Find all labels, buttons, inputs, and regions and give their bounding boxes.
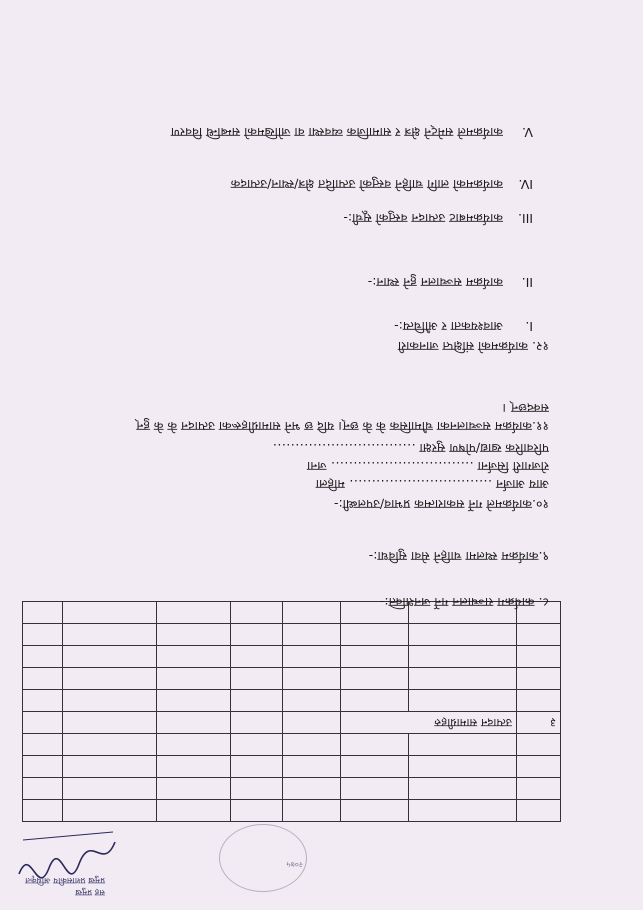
women-label: महिला	[315, 477, 345, 492]
employment-label: रोजगारी सिर्जना	[477, 459, 549, 474]
income-label: आय आर्जन	[496, 477, 549, 492]
item-v-number: V.	[522, 125, 533, 140]
table-row	[23, 624, 561, 646]
table-row	[23, 646, 561, 668]
table-row	[23, 690, 561, 712]
stamp-text: २०७५	[286, 860, 303, 869]
item-iv-number: IV.	[518, 177, 533, 192]
income-dots: ................................	[348, 477, 493, 492]
section-11-text: ११.कार्यक्रम सञ्चालनका चौमासिक के के छन्। यदि छ भने सामाग्रीहरूका उत्पादन के के हुन्	[136, 419, 549, 434]
section-9-heading: ९.कार्यक्रम स्थलमा चाहिने सेवा सुविधा:-	[368, 549, 549, 564]
table-row	[23, 668, 561, 690]
food-security-dots: ................................	[272, 441, 416, 456]
section-8-heading: ८. कार्यक्रम सञ्चालन गर्ने जनशक्ति:-	[379, 595, 549, 610]
table-row	[23, 778, 561, 800]
row-label-cell: उत्पादन सामाग्रीहरु	[341, 712, 517, 734]
form-table	[22, 601, 561, 822]
item-i-text: आवश्यकता र औचित्य:-	[394, 319, 504, 334]
table-row	[23, 734, 561, 756]
row-number-cell: ३	[517, 712, 561, 734]
table-row	[23, 800, 561, 822]
item-iv-text: कार्यक्रमको लागि चाहिने वस्तुको उत्पादित क्षेत्र/स्थान/उत्पादक	[230, 177, 504, 192]
section-11-text-cont: सक्दछन् ।	[502, 401, 549, 416]
item-i-number: I.	[525, 319, 533, 334]
item-v-text: कार्यक्रमले समेट्ने क्षेत्र र सामाजिक व्यवस्था वा जोखिमको सम्बन्धि विवरण	[170, 125, 504, 140]
signatory-title: सह प्रमुख	[75, 887, 105, 897]
section-10-heading: १०.कार्यक्रमले गर्ने सकारात्मक प्रभाव/उपलब्धी:-	[333, 497, 549, 512]
table-row	[23, 756, 561, 778]
office-stamp	[219, 824, 307, 892]
item-ii-text: कार्यक्रम सञ्चालन हुने स्थान:-	[367, 275, 504, 290]
item-iii-number: III.	[517, 211, 533, 226]
table-row-production	[23, 712, 561, 734]
item-iii-text: कार्यक्रमबाट उत्पादन वस्तुको सूची:-	[343, 211, 504, 226]
section-12-heading: १२. कार्यक्रमको संक्षिप्त जानकारी	[397, 339, 549, 354]
signatory-designation: प्रमुख प्रशासकीय अधिकृत	[25, 875, 105, 885]
employment-dots: ................................	[330, 459, 474, 474]
food-security-label: परिवारिक खाद्य/पोषण सुरक्षा	[419, 441, 549, 456]
persons-label: जना	[307, 459, 327, 474]
item-ii-number: II.	[521, 275, 533, 290]
